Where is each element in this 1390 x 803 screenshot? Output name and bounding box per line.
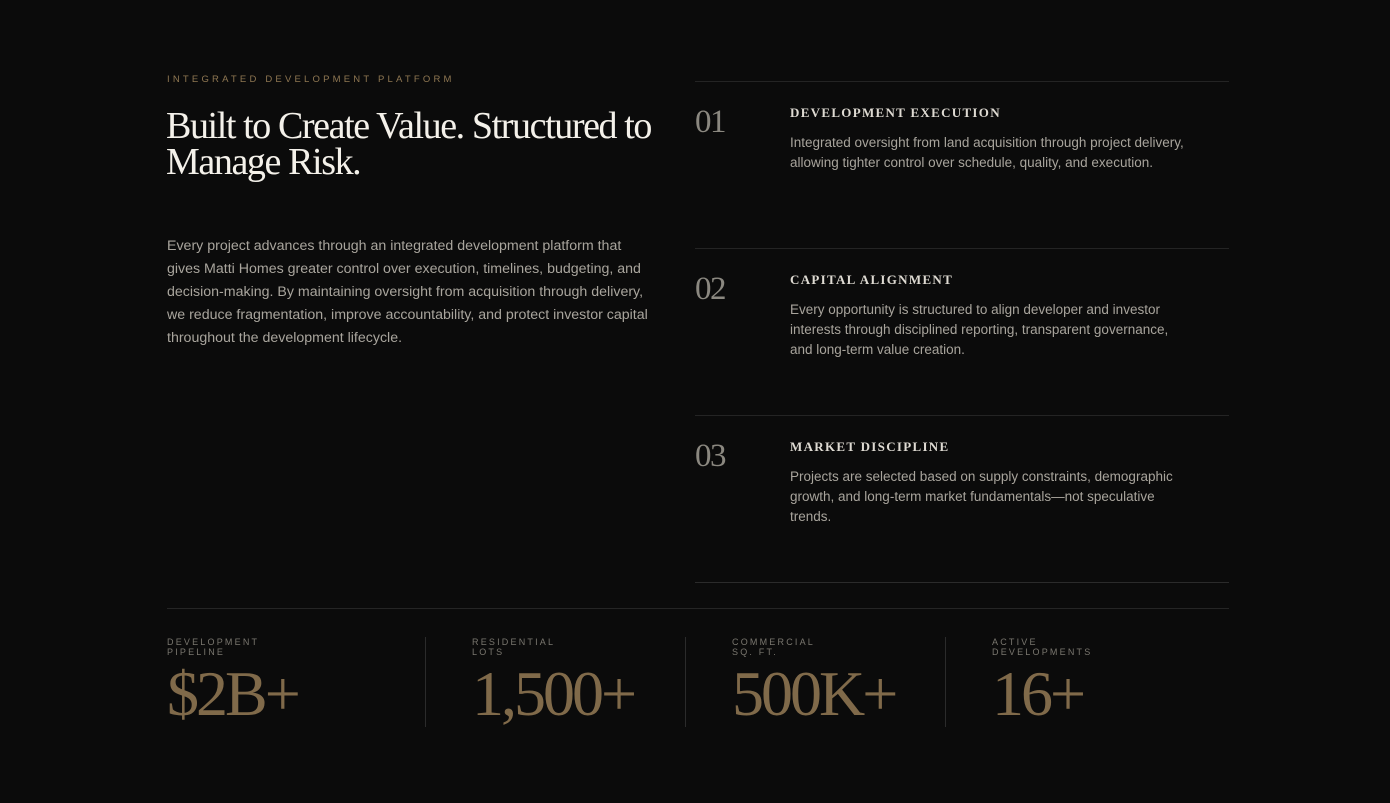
stat-label-line: SQ. FT.	[732, 647, 778, 657]
stat-commercial-sqft	[732, 637, 895, 727]
stat-value: 16+	[992, 658, 1084, 729]
stat-label	[992, 637, 1132, 657]
stat-label-line: COMMERCIAL	[732, 637, 816, 647]
pillars-list	[695, 81, 1229, 583]
stat-value: 1,500+	[472, 658, 635, 729]
section-headline: Built to Create Value. Structured to Manage Risk.	[166, 105, 652, 183]
stat-value: 500K+	[732, 658, 896, 729]
section-eyebrow: INTEGRATED DEVELOPMENT PLATFORM	[167, 74, 455, 85]
section-intro: Every project advances through an integrated development platform that gives Matti Homes greater control over execution, timelines, budgeting, and decision-making. By maintaining oversight from acquisition through delivery, we reduce fragmentation, improve accountability, and protect investor capital throughout the development lifecycle.	[167, 238, 648, 346]
pillar-description: Projects are selected based on supply constraints, demographic growth, and long-term market fundamentals—not speculative trends.	[790, 469, 1173, 524]
stat-divider	[425, 637, 426, 727]
stat-label-line: RESIDENTIAL	[472, 637, 556, 647]
pillar-title: DEVELOPMENT EXECUTION	[790, 105, 1001, 120]
pillar-description: Every opportunity is structured to align developer and investor interests through disciplined reporting, transparent governance, and long-term value creation.	[790, 302, 1169, 357]
stat-label	[472, 637, 612, 657]
stat-label-line: PIPELINE	[167, 647, 226, 657]
stat-residential-lots	[472, 637, 634, 727]
stat-divider	[945, 637, 946, 727]
pillar-title: CAPITAL ALIGNMENT	[790, 272, 954, 287]
stat-value: $2B+	[167, 658, 298, 729]
stat-label	[732, 637, 872, 657]
stat-label-line: LOTS	[472, 647, 505, 657]
stat-label-line: DEVELOPMENTS	[992, 647, 1093, 657]
stat-label	[167, 637, 307, 657]
pillars-bottom-divider	[695, 582, 1229, 583]
pillar-title: MARKET DISCIPLINE	[790, 439, 950, 454]
pillar-number: 01	[695, 104, 725, 140]
pillar-number: 02	[695, 271, 725, 307]
pillar-number: 03	[695, 438, 725, 474]
stats-top-divider	[167, 608, 1229, 609]
stat-label-line: ACTIVE	[992, 637, 1038, 647]
pillar-capital-alignment	[695, 248, 1229, 415]
stat-development-pipeline	[167, 637, 307, 727]
pillar-description: Integrated oversight from land acquisition through project delivery, allowing tighter control over schedule, quality, and execution.	[790, 135, 1184, 170]
pillar-development-execution	[695, 81, 1229, 248]
stat-label-line: DEVELOPMENT	[167, 637, 260, 647]
pillar-market-discipline	[695, 415, 1229, 582]
stat-divider	[685, 637, 686, 727]
stat-active-developments	[992, 637, 1132, 727]
